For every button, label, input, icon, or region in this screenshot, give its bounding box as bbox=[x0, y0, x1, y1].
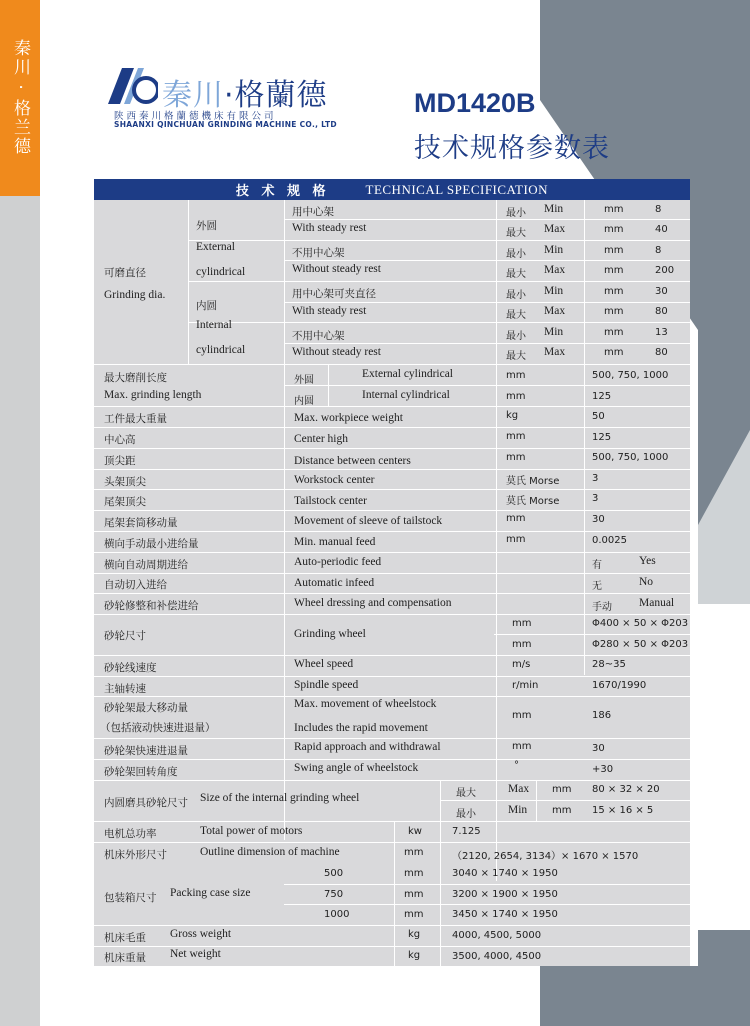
r-center-cn: 中心高 bbox=[104, 434, 136, 446]
r-weight-cn: 工件最大重量 bbox=[104, 413, 167, 425]
r-infeed-en: Automatic infeed bbox=[294, 577, 375, 589]
r-workstock-unit: 莫氏 Morse bbox=[506, 476, 560, 487]
r-dressing-ven: Manual bbox=[639, 597, 675, 609]
r-packing-val-1: 3040 × 1740 × 1950 bbox=[452, 868, 558, 879]
r-intwheel-en: Size of the internal grinding wheel bbox=[200, 792, 360, 804]
min-cn-4: 最小 bbox=[506, 331, 526, 342]
r-swing-val: +30 bbox=[592, 764, 614, 775]
ml-int-en: Internal cylindrical bbox=[362, 389, 450, 401]
max-en-2: Max bbox=[544, 264, 566, 276]
r-autofeed-cn: 横向自动周期进给 bbox=[104, 559, 188, 571]
r-intwheel-min-val: 15 × 16 × 5 bbox=[592, 805, 654, 816]
r-rapid-val: 30 bbox=[592, 743, 605, 754]
r-packing-len-3: 1000 bbox=[324, 909, 350, 920]
r-infeed-vcn: 无 bbox=[592, 581, 602, 592]
max-cn-4: 最大 bbox=[506, 351, 526, 362]
r-wheel-val-2: Φ280 × 50 × Φ203 bbox=[592, 639, 689, 650]
r-rapid-en: Rapid approach and withdrawal bbox=[294, 741, 441, 753]
ml-int-val: 125 bbox=[592, 391, 612, 402]
gd-val-8: 80 bbox=[655, 347, 668, 358]
r-motor-val: 7.125 bbox=[452, 826, 481, 837]
gd-row2-cn: 不用中心架 bbox=[292, 247, 345, 259]
ml-ext-en: External cylindrical bbox=[362, 368, 454, 380]
r-swing-en: Swing angle of wheelstock bbox=[294, 762, 419, 774]
r-sleeve-en: Movement of sleeve of tailstock bbox=[294, 515, 443, 527]
r-intwheel-max-cn: 最大 bbox=[456, 788, 476, 799]
r-gross-unit: kg bbox=[408, 929, 421, 940]
r-wheel-unit-2: mm bbox=[512, 639, 532, 650]
r-motor-en: Total power of motors bbox=[200, 825, 303, 837]
gd-row1-cn: 用中心架 bbox=[292, 206, 334, 218]
r-gross-en: Gross weight bbox=[170, 928, 232, 940]
r-spindle-en: Spindle speed bbox=[294, 679, 359, 691]
logo-mark-icon bbox=[104, 64, 158, 108]
r-spindle-val: 1670/1990 bbox=[592, 680, 647, 691]
gd-row3-cn: 用中心架可夹直径 bbox=[292, 288, 376, 300]
r-autofeed-en: Auto-periodic feed bbox=[294, 556, 382, 568]
max-cn-2: 最大 bbox=[506, 269, 526, 280]
r-wheelstock-cn1: 砂轮架最大移动量 bbox=[104, 702, 188, 714]
r-workstock-val: 3 bbox=[592, 473, 599, 484]
r-autofeed-ven: Yes bbox=[639, 555, 656, 567]
gd-unit-3: mm bbox=[604, 245, 624, 256]
r-net-cn: 机床重量 bbox=[104, 952, 146, 964]
gd-unit-1: mm bbox=[604, 204, 624, 215]
gd-row4-en: Without steady rest bbox=[292, 346, 381, 358]
r-infeed-cn: 自动切入进给 bbox=[104, 579, 167, 591]
logo-chinese-company: 陕西秦川格蘭德機床有限公司 bbox=[114, 111, 277, 122]
table-header bbox=[94, 179, 690, 200]
r-rapid-cn: 砂轮架快速进退量 bbox=[104, 745, 188, 757]
min-en-4: Min bbox=[544, 326, 564, 338]
r-outline-cn: 机床外形尺寸 bbox=[104, 849, 167, 861]
gd-val-7: 13 bbox=[655, 327, 668, 338]
r-intwheel-min-en: Min bbox=[508, 804, 528, 816]
r-intwheel-min-cn: 最小 bbox=[456, 809, 476, 820]
gd-unit-7: mm bbox=[604, 327, 624, 338]
gd-unit-5: mm bbox=[604, 286, 624, 297]
r-wheelstock-cn2: （包括液动快速进退量） bbox=[100, 722, 216, 734]
r-wheelspeed-unit: m/s bbox=[512, 659, 531, 670]
r-weight-unit: kg bbox=[506, 410, 519, 421]
r-rapid-unit: mm bbox=[512, 741, 532, 752]
r-swing-cn: 砂轮架回转角度 bbox=[104, 766, 178, 778]
r-net-val: 3500, 4000, 4500 bbox=[452, 951, 542, 962]
r-spindle-unit: r/min bbox=[512, 680, 539, 691]
ml-ext-unit: mm bbox=[506, 370, 526, 381]
r-dressing-cn: 砂轮修整和补偿进给 bbox=[104, 600, 199, 612]
r-motor-unit: kw bbox=[408, 826, 422, 837]
header-en: TECHNICAL SPECIFICATION bbox=[365, 181, 549, 197]
r-manualfeed-cn: 横向手动最小进给量 bbox=[104, 538, 199, 550]
logo-english-company: SHAANXI QINCHUAN GRINDING MACHINE CO., LTD bbox=[114, 120, 337, 129]
ml-int-cn: 内圆 bbox=[294, 396, 314, 407]
logo-chinese-name: 秦川·格蘭德 bbox=[162, 78, 328, 113]
max-en-3: Max bbox=[544, 305, 566, 317]
r-packing-val-2: 3200 × 1900 × 1950 bbox=[452, 889, 558, 900]
external-en-1: External bbox=[196, 241, 235, 253]
ml-ext-val: 500, 750, 1000 bbox=[592, 370, 669, 381]
r-packing-val-3: 3450 × 1740 × 1950 bbox=[452, 909, 558, 920]
r-weight-val: 50 bbox=[592, 411, 605, 422]
r-manualfeed-en: Min. manual feed bbox=[294, 536, 376, 548]
r-center-unit: mm bbox=[506, 431, 526, 442]
max-length-en: Max. grinding length bbox=[104, 389, 202, 401]
min-en-3: Min bbox=[544, 285, 564, 297]
r-manualfeed-val: 0.0025 bbox=[592, 535, 627, 546]
r-packing-cn: 包装箱尺寸 bbox=[104, 892, 157, 904]
gd-val-1: 8 bbox=[655, 204, 662, 215]
internal-en-2: cylindrical bbox=[196, 344, 246, 356]
ml-int-unit: mm bbox=[506, 391, 526, 402]
r-intwheel-max-en: Max bbox=[508, 783, 530, 795]
internal-cn: 内圆 bbox=[196, 300, 217, 312]
page-title: 技术规格参数表 bbox=[414, 133, 610, 164]
r-tailstock-unit: 莫氏 Morse bbox=[506, 496, 560, 507]
gd-val-5: 30 bbox=[655, 286, 668, 297]
gd-unit-4: mm bbox=[604, 265, 624, 276]
gd-val-6: 80 bbox=[655, 306, 668, 317]
external-cn: 外圆 bbox=[196, 220, 217, 232]
r-dist-cn: 顶尖距 bbox=[104, 455, 136, 467]
min-en-2: Min bbox=[544, 244, 564, 256]
external-en-2: cylindrical bbox=[196, 266, 246, 278]
r-net-unit: kg bbox=[408, 950, 421, 961]
gd-val-2: 40 bbox=[655, 224, 668, 235]
r-outline-en: Outline dimension of machine bbox=[200, 846, 340, 858]
max-cn-3: 最大 bbox=[506, 310, 526, 321]
min-cn-2: 最小 bbox=[506, 249, 526, 260]
r-motor-cn: 电机总功率 bbox=[104, 828, 157, 840]
min-cn-1: 最小 bbox=[506, 208, 526, 219]
gd-row1-en: With steady rest bbox=[292, 222, 367, 234]
r-manualfeed-unit: mm bbox=[506, 534, 526, 545]
r-autofeed-vcn: 有 bbox=[592, 560, 602, 571]
r-tailstock-en: Tailstock center bbox=[294, 495, 367, 507]
gd-row2-en: Without steady rest bbox=[292, 263, 381, 275]
header-cn: 技 术 规 格 bbox=[235, 184, 330, 199]
r-intwheel-cn: 内圆磨具砂轮尺寸 bbox=[104, 797, 188, 809]
r-outline-unit: mm bbox=[404, 847, 424, 858]
r-intwheel-unit-1: mm bbox=[552, 784, 572, 795]
r-center-en: Center high bbox=[294, 433, 348, 445]
r-dist-en: Distance between centers bbox=[294, 455, 411, 467]
max-cn-1: 最大 bbox=[506, 228, 526, 239]
gd-unit-8: mm bbox=[604, 347, 624, 358]
r-workstock-en: Workstock center bbox=[294, 474, 375, 486]
r-wheelstock-unit: mm bbox=[512, 710, 532, 721]
ml-ext-cn: 外圆 bbox=[294, 375, 314, 386]
r-weight-en: Max. workpiece weight bbox=[294, 412, 403, 424]
r-dressing-vcn: 手动 bbox=[592, 602, 612, 613]
r-dressing-en: Wheel dressing and compensation bbox=[294, 597, 452, 609]
r-packing-len-1: 500 bbox=[324, 868, 344, 879]
grinding-dia-cn: 可磨直径 bbox=[104, 267, 146, 279]
r-wheelspeed-cn: 砂轮线速度 bbox=[104, 662, 157, 674]
r-packing-en: Packing case size bbox=[170, 887, 251, 899]
r-wheel-en: Grinding wheel bbox=[294, 628, 366, 640]
r-wheelspeed-val: 28~35 bbox=[592, 659, 626, 670]
gd-val-3: 8 bbox=[655, 245, 662, 256]
r-intwheel-max-val: 80 × 32 × 20 bbox=[592, 784, 660, 795]
r-sleeve-val: 30 bbox=[592, 514, 605, 525]
gd-row4-cn: 不用中心架 bbox=[292, 330, 345, 342]
r-intwheel-unit-2: mm bbox=[552, 805, 572, 816]
r-wheelspeed-en: Wheel speed bbox=[294, 658, 354, 670]
company-logo bbox=[104, 64, 337, 134]
r-workstock-cn: 头架顶尖 bbox=[104, 476, 146, 488]
side-brand-tab: 秦川 · 格兰德 bbox=[0, 0, 40, 196]
max-en-1: Max bbox=[544, 223, 566, 235]
min-cn-3: 最小 bbox=[506, 290, 526, 301]
grinding-dia-en: Grinding dia. bbox=[104, 289, 166, 301]
gd-row3-en: With steady rest bbox=[292, 305, 367, 317]
max-length-cn: 最大磨削长度 bbox=[104, 372, 167, 384]
r-wheelstock-en1: Max. movement of wheelstock bbox=[294, 698, 437, 710]
gd-val-4: 200 bbox=[655, 265, 675, 276]
r-net-en: Net weight bbox=[170, 948, 221, 960]
r-infeed-ven: No bbox=[639, 576, 654, 588]
r-gross-cn: 机床毛重 bbox=[104, 932, 146, 944]
gd-unit-6: mm bbox=[604, 306, 624, 317]
internal-en-1: Internal bbox=[196, 319, 232, 331]
max-en-4: Max bbox=[544, 346, 566, 358]
r-wheel-val-1: Φ400 × 50 × Φ203 bbox=[592, 618, 689, 629]
min-en-1: Min bbox=[544, 203, 564, 215]
r-sleeve-unit: mm bbox=[506, 513, 526, 524]
r-sleeve-cn: 尾架套筒移动量 bbox=[104, 517, 178, 529]
r-gross-val: 4000, 4500, 5000 bbox=[452, 930, 542, 941]
r-packing-unit-2: mm bbox=[404, 889, 424, 900]
r-packing-unit-3: mm bbox=[404, 909, 424, 920]
r-tailstock-val: 3 bbox=[592, 493, 599, 504]
r-swing-unit: ° bbox=[514, 760, 519, 771]
r-wheel-unit-1: mm bbox=[512, 618, 532, 629]
r-packing-len-2: 750 bbox=[324, 889, 344, 900]
r-dist-unit: mm bbox=[506, 452, 526, 463]
gd-unit-2: mm bbox=[604, 224, 624, 235]
spec-table bbox=[94, 200, 690, 966]
r-wheel-cn: 砂轮尺寸 bbox=[104, 630, 146, 642]
model-number: MD1420B bbox=[414, 88, 536, 118]
r-dist-val: 500, 750, 1000 bbox=[592, 452, 669, 463]
r-outline-val: （2120, 2654, 3134）× 1670 × 1570 bbox=[452, 851, 639, 862]
r-wheelstock-en2: Includes the rapid movement bbox=[294, 722, 428, 734]
r-spindle-cn: 主轴转速 bbox=[104, 683, 146, 695]
r-tailstock-cn: 尾架顶尖 bbox=[104, 496, 146, 508]
r-wheelstock-val: 186 bbox=[592, 710, 612, 721]
r-packing-unit-1: mm bbox=[404, 868, 424, 879]
r-center-val: 125 bbox=[592, 432, 612, 443]
